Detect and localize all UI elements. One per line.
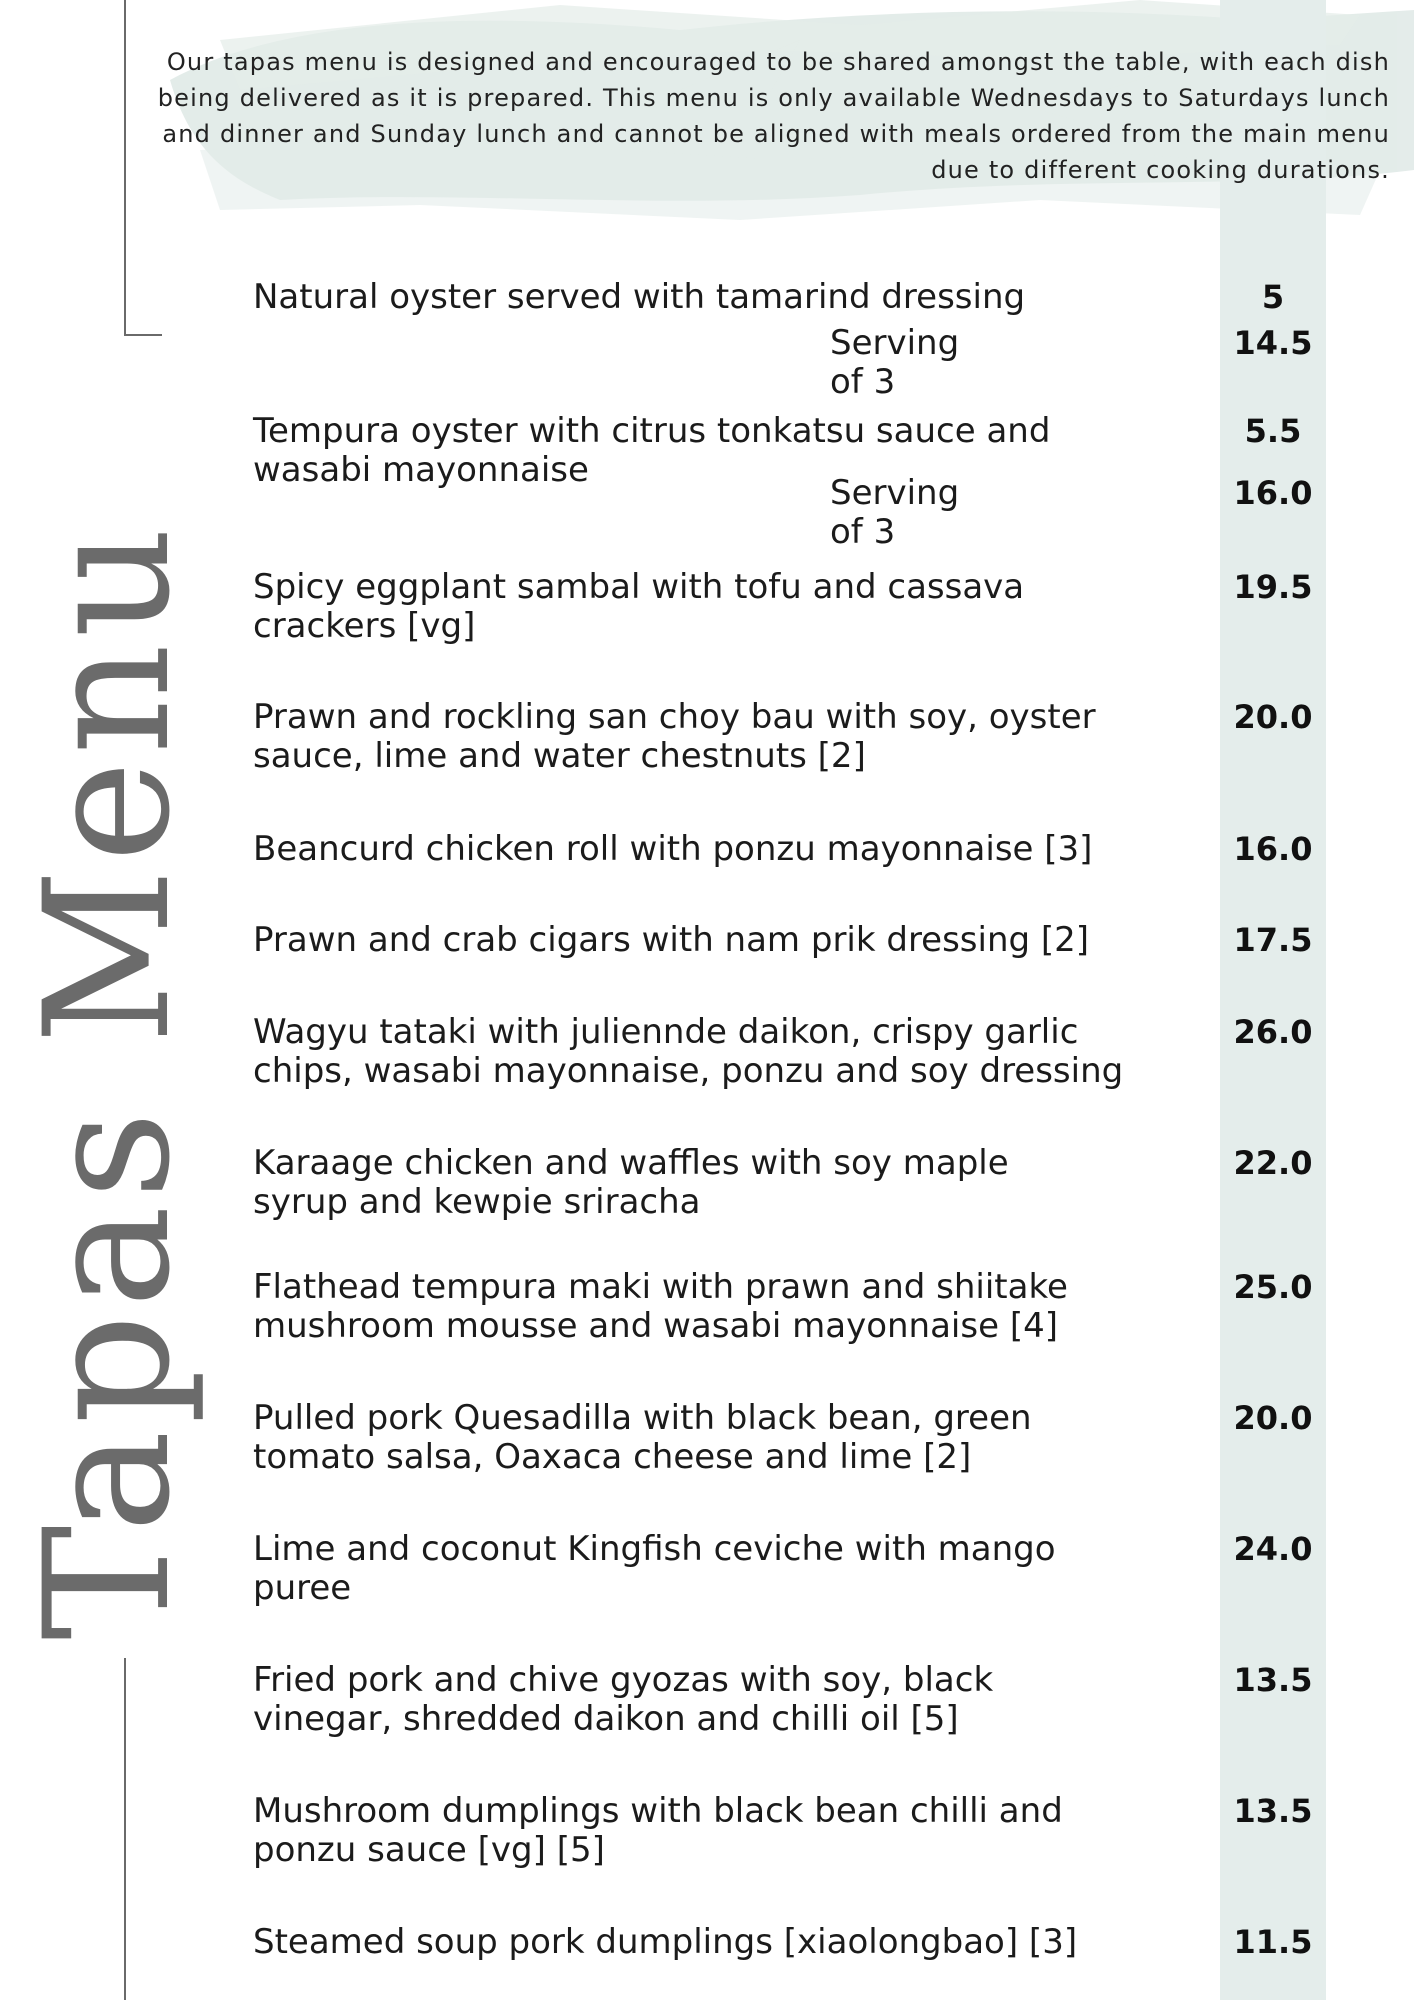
menu-item-description: Flathead tempura maki with prawn and shiitake mushroom mousse and wasabi mayonnaise [4] [253,1267,1068,1346]
menu-item-description: Karaage chicken and waffles with soy maple syrup and kewpie sriracha [253,1143,1009,1222]
menu-item-price: 5 [1261,278,1285,316]
rule-hook [124,334,162,336]
menu-item-description: Mushroom dumplings with black bean chilli and ponzu sauce [vg] [5] [253,1791,1063,1870]
vertical-rule-top [124,0,126,335]
menu-item-price: 24.0 [1233,1530,1313,1568]
intro-text: Our tapas menu is designed and encouraged to be shared amongst the table, with each dish being delivered as it is prepared. This menu is only available Wednesdays to Saturdays lunch and dinner and Sunday lunch and cannot be aligned with meals ordered from the main menu due to different cooking durations. [157,48,1390,184]
menu-item-description: Beancurd chicken roll with ponzu mayonnaise [3] [253,829,1093,869]
menu-item-price: 5.5 [1244,412,1302,450]
menu-item-price: 20.0 [1233,1399,1313,1437]
serving-label: Serving of 3 [830,323,960,402]
menu-item-description: Natural oyster served with tamarind dressing [253,277,1026,317]
menu-item-price: 20.0 [1233,698,1313,736]
menu-item-price: 13.5 [1233,1792,1313,1830]
menu-item-price: 17.5 [1233,921,1313,959]
menu-item-price: 11.5 [1233,1923,1313,1961]
menu-item-price: 13.5 [1233,1661,1313,1699]
menu-item-description: Prawn and rockling san choy bau with soy, oyster sauce, lime and water chestnuts [2] [253,697,1096,776]
menu-item-description: Spicy eggplant sambal with tofu and cassava crackers [vg] [253,567,1025,646]
menu-item-description: Steamed soup pork dumplings [xiaolongbao] [3] [253,1922,1078,1962]
serving-price: 14.5 [1233,324,1313,362]
menu-item-price: 19.5 [1233,568,1313,606]
menu-item-price: 16.0 [1233,830,1313,868]
menu-item-description: Pulled pork Quesadilla with black bean, green tomato salsa, Oaxaca cheese and lime [2] [253,1398,1032,1477]
menu-item-description: Wagyu tataki with juliennde daikon, crispy garlic chips, wasabi mayonnaise, ponzu and soy dressing [253,1012,1124,1091]
menu-item-description: Fried pork and chive gyozas with soy, black vinegar, shredded daikon and chilli oil [5] [253,1660,994,1739]
menu-item-price: 26.0 [1233,1013,1313,1051]
serving-price: 16.0 [1233,474,1313,512]
vertical-rule-bottom [124,1658,126,2000]
menu-item-description: Lime and coconut Kingfish ceviche with mango puree [253,1529,1056,1608]
menu-item-description: Tempura oyster with citrus tonkatsu sauce and wasabi mayonnaise [253,411,1051,490]
menu-item-price: 22.0 [1233,1144,1313,1182]
menu-item-price: 25.0 [1233,1268,1313,1306]
serving-label: Serving of 3 [830,473,960,552]
menu-title: Tapas Menu [7,521,208,1640]
menu-item-description: Prawn and crab cigars with nam prik dressing [2] [253,920,1090,960]
